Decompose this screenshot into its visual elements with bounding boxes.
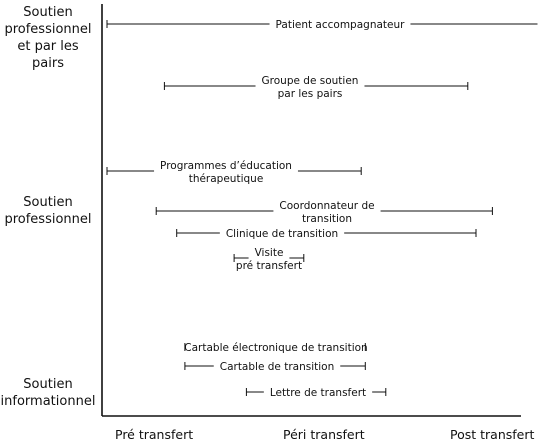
x-tick-peri: Péri transfert [283,427,365,442]
timeline-bar-label: Lettre de transfert [269,387,367,399]
y-category-pro-line-1: Soutien [23,195,73,210]
timeline-bar-label: Groupe de soutien [261,75,359,87]
timeline-bar [234,247,304,272]
timeline-bar-label: Coordonnateur de [279,200,375,212]
y-category-info-line-1: Soutien [23,377,73,392]
timeline-bar-label: Cartable de transition [219,361,335,373]
timeline-bar-label: Visite [254,247,284,259]
timeline-bar [177,228,476,240]
x-tick-post: Post transfert [450,427,535,442]
timeline-bar [246,387,385,399]
timeline-bar [156,200,492,225]
timeline-bar-label: pré transfert [235,260,303,272]
timeline-bar [164,75,467,100]
y-category-peer [0,4,96,72]
timeline-bar-label: Cartable électronique de transition [184,342,368,354]
y-category-pro [0,194,96,228]
timeline-bar [107,19,538,31]
timeline-bar [184,342,367,354]
bars-layer [107,19,538,399]
timeline-bar-label: Clinique de transition [225,228,339,240]
y-category-peer-line-2: professionnel [4,22,92,37]
y-category-peer-line-3: et par les pairs [17,39,79,71]
timeline-bar-label: Patient accompagnateur [275,19,405,31]
y-category-info-line-2: informationnel [0,394,96,409]
timeline-bar-label: transition [301,213,353,225]
timeline-bar-label: Programmes d’éducation [160,160,292,172]
timeline-bar [185,361,365,373]
y-category-info [0,376,96,410]
y-category-peer-line-1: Soutien [23,5,73,20]
timeline-bar-label: thérapeutique [188,173,264,185]
timeline-bar [107,160,361,185]
timeline-bar-label: par les pairs [277,88,343,100]
y-category-pro-line-2: professionnel [4,212,92,227]
x-tick-pre: Pré transfert [115,427,194,442]
